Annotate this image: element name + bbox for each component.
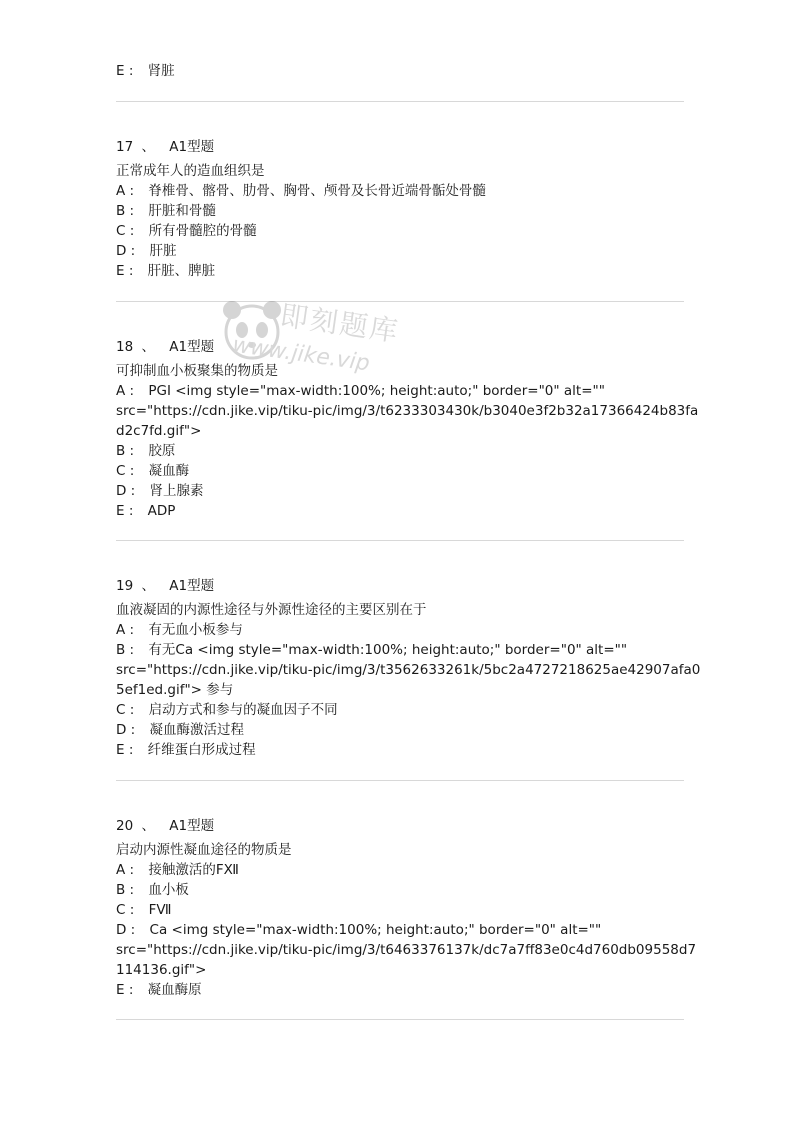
option-a-continuation: src="https://cdn.jike.vip/tiku-pic/img/3/t6233303430k/b3040e3f2b32a17366424b83fa [116, 403, 699, 419]
option-text: Ca <img style="max-width:100%; height:auto;" border="0" alt="" [149, 922, 602, 938]
option-text: 有无Ca <img style="max-width:100%; height:auto;" border="0" alt="" [148, 642, 628, 658]
option-letter: A : [116, 622, 135, 638]
option-text: 胶原 [148, 443, 176, 459]
option-d [116, 481, 204, 501]
option-e [116, 740, 256, 760]
section-divider [116, 301, 684, 302]
option-e-previous [116, 61, 175, 81]
watermark-url: www.jike.vip [230, 332, 372, 377]
option-b-continuation: 5ef1ed.gif"> 参与 [116, 682, 234, 698]
option-d [116, 241, 177, 261]
option-text: 肝脏、脾脏 [147, 263, 216, 279]
question-number: 19 [116, 578, 134, 594]
option-c [116, 461, 189, 481]
section-divider [116, 780, 684, 781]
option-letter: B : [116, 443, 135, 459]
option-text: 脊椎骨、髂骨、肋骨、胸骨、颅骨及长骨近端骨骺处骨髓 [148, 183, 486, 199]
question-number: 18 [116, 339, 134, 355]
option-text: 肾上腺素 [149, 483, 204, 499]
option-e [116, 501, 175, 521]
option-b [116, 201, 216, 221]
option-d-continuation: src="https://cdn.jike.vip/tiku-pic/img/3/t6463376137k/dc7a7ff83e0c4d760db09558d7 [116, 942, 697, 958]
option-b [116, 441, 175, 461]
option-letter: B : [116, 203, 135, 219]
option-letter: C : [116, 702, 135, 718]
option-letter: E : [116, 742, 134, 758]
question-stem-19: 血液凝固的内源性途径与外源性途径的主要区别在于 [116, 602, 427, 618]
option-letter: E : [116, 63, 134, 79]
option-text: 肝脏和骨髓 [148, 203, 216, 219]
option-d [116, 720, 244, 740]
option-text: 所有骨髓腔的骨髓 [148, 223, 257, 239]
question-sep: 、 [141, 139, 155, 155]
option-c [116, 221, 257, 241]
option-text: 凝血酶 [148, 463, 190, 479]
option-text: 纤维蛋白形成过程 [147, 742, 256, 758]
question-number: 20 [116, 818, 134, 834]
option-letter: D : [116, 922, 136, 938]
option-d [116, 920, 601, 940]
option-letter: A : [116, 862, 135, 878]
option-letter: B : [116, 882, 135, 898]
option-text: 血小板 [148, 882, 189, 898]
question-number: 17 [116, 139, 134, 155]
option-a [116, 381, 605, 401]
option-letter: C : [116, 463, 135, 479]
option-text: 启动方式和参与的凝血因子不同 [148, 702, 338, 718]
option-letter: D : [116, 483, 136, 499]
option-text: 肝脏 [149, 243, 177, 259]
section-divider [116, 540, 684, 541]
option-text: 接触激活的FⅫ [148, 862, 239, 878]
option-b [116, 640, 627, 660]
option-letter: A : [116, 183, 135, 199]
option-letter: C : [116, 223, 135, 239]
option-c [116, 900, 171, 920]
option-b-continuation: src="https://cdn.jike.vip/tiku-pic/img/3/t3562633261k/5bc2a4727218625ae42907afa0 [116, 662, 701, 678]
option-text: PGI <img style="max-width:100%; height:auto;" border="0" alt="" [148, 383, 605, 399]
option-letter: E : [116, 982, 134, 998]
question-stem-18: 可抑制血小板聚集的物质是 [116, 363, 278, 379]
option-text: FⅦ [148, 902, 172, 918]
question-header-20 [116, 816, 214, 836]
question-type: A1型题 [169, 139, 215, 155]
question-sep: 、 [141, 339, 155, 355]
question-type: A1型题 [169, 578, 215, 594]
option-letter: B : [116, 642, 135, 658]
option-e [116, 980, 202, 1000]
section-divider [116, 101, 684, 102]
option-e [116, 261, 215, 281]
option-c [116, 700, 338, 720]
question-stem-20: 启动内源性凝血途径的物质是 [116, 842, 292, 858]
option-letter: E : [116, 263, 134, 279]
option-letter: A : [116, 383, 135, 399]
option-text: 有无血小板参与 [148, 622, 243, 638]
question-header-19 [116, 576, 214, 596]
question-sep: 、 [141, 578, 155, 594]
option-text: ADP [147, 503, 176, 519]
option-a [116, 860, 239, 880]
panda-logo-icon [212, 290, 292, 370]
option-a-continuation: d2c7fd.gif"> [116, 423, 202, 439]
option-a [116, 181, 486, 201]
option-text: 肾脏 [147, 63, 175, 79]
option-b [116, 880, 189, 900]
option-letter: E : [116, 503, 134, 519]
option-letter: D : [116, 722, 136, 738]
option-letter: D : [116, 243, 136, 259]
question-type: A1型题 [169, 818, 215, 834]
option-a [116, 620, 243, 640]
question-header-17 [116, 137, 214, 157]
question-header-18 [116, 337, 214, 357]
watermark-brand: 即刻题库 [278, 298, 402, 349]
question-sep: 、 [141, 818, 155, 834]
option-text: 凝血酶原 [147, 982, 202, 998]
question-stem-17: 正常成年人的造血组织是 [116, 163, 265, 179]
question-type: A1型题 [169, 339, 215, 355]
option-d-continuation: 114136.gif"> [116, 962, 207, 978]
option-letter: C : [116, 902, 135, 918]
option-text: 凝血酶激活过程 [149, 722, 245, 738]
section-divider [116, 1019, 684, 1020]
